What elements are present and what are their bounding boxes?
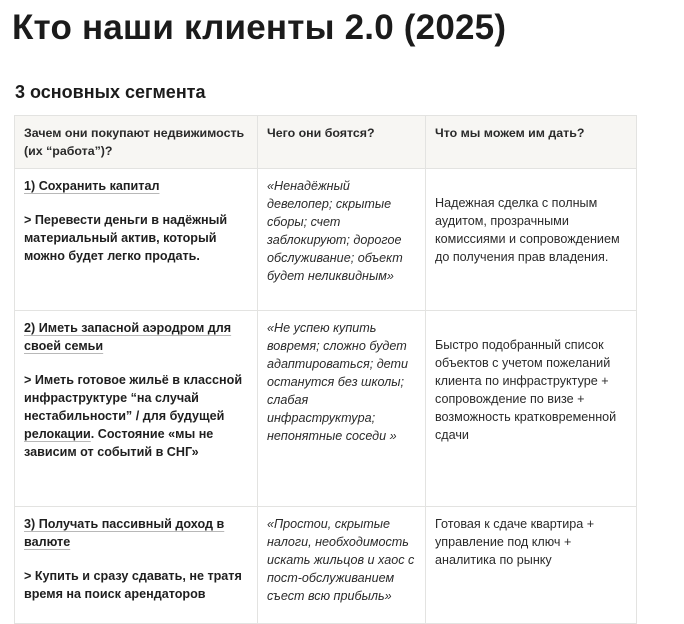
offer-cell — [426, 311, 637, 507]
segment-cell — [15, 507, 258, 624]
fears-text: «Простои, скрытые налоги, необходимость искать жильцов и хаос с пост-обслуживанием съест всю прибыль» — [267, 517, 415, 603]
offer-cell — [426, 169, 637, 311]
table-row — [15, 311, 637, 507]
segment-description — [24, 371, 248, 461]
fears-cell — [258, 169, 426, 311]
segment-description-underlined: релокации — [24, 427, 91, 441]
offer-cell — [426, 507, 637, 624]
segments-table — [14, 115, 637, 624]
segment-title: 3) Получать пассивный доход в валюте — [24, 517, 225, 549]
table-header-row — [15, 116, 637, 169]
column-header-fears: Чего они боятся? — [258, 116, 426, 169]
segment-title: 2) Иметь запасной аэродром для своей семьи — [24, 321, 232, 353]
column-header-why: Зачем они покупают недвижимость (их “работа”)? — [15, 116, 258, 169]
fears-text: «Ненадёжный девелопер; скрытые сборы; счет заблокируют; дорогое обслуживание; объект будет неликвидным» — [267, 179, 403, 283]
table-row — [15, 169, 637, 311]
column-header-offer: Что мы можем им дать? — [426, 116, 637, 169]
spacer — [24, 355, 248, 371]
segment-description-part: > Иметь готовое жильё в классной инфраструктуре “на случай нестабильности” / для будущей — [24, 373, 243, 423]
segment-description: > Купить и сразу сдавать, не тратя время на поиск арендаторов — [24, 569, 242, 601]
segment-cell — [15, 169, 258, 311]
spacer — [24, 551, 248, 567]
segment-cell — [15, 311, 258, 507]
segment-description-part: . Состояние «мы не зависим от событий в СНГ» — [24, 427, 214, 459]
segment-title: 1) Сохранить капитал — [24, 179, 160, 193]
fears-cell — [258, 311, 426, 507]
table-row — [15, 507, 637, 624]
fears-cell — [258, 507, 426, 624]
offer-text: Быстро подобранный список объектов с учетом пожеланий клиента по инфраструктуре + сопровождение по визе + возможность кратковременной сдачи — [435, 338, 617, 442]
fears-text: «Не успею купить вовремя; сложно будет адаптироваться; дети останутся без школы; слабая инфраструктура; непонятные соседи » — [267, 321, 409, 443]
offer-text: Надежная сделка с полным аудитом, прозрачными комиссиями и сопровождением до получения прав владения. — [435, 196, 620, 264]
page-title: Кто наши клиенты 2.0 (2025) — [12, 8, 507, 47]
offer-text: Готовая к сдаче квартира + управление под ключ + аналитика по рынку — [435, 517, 595, 567]
section-heading: 3 основных сегмента — [15, 82, 206, 102]
spacer — [24, 195, 248, 211]
segment-description: > Перевести деньги в надёжный материальный актив, который можно будет легко продать. — [24, 213, 228, 263]
